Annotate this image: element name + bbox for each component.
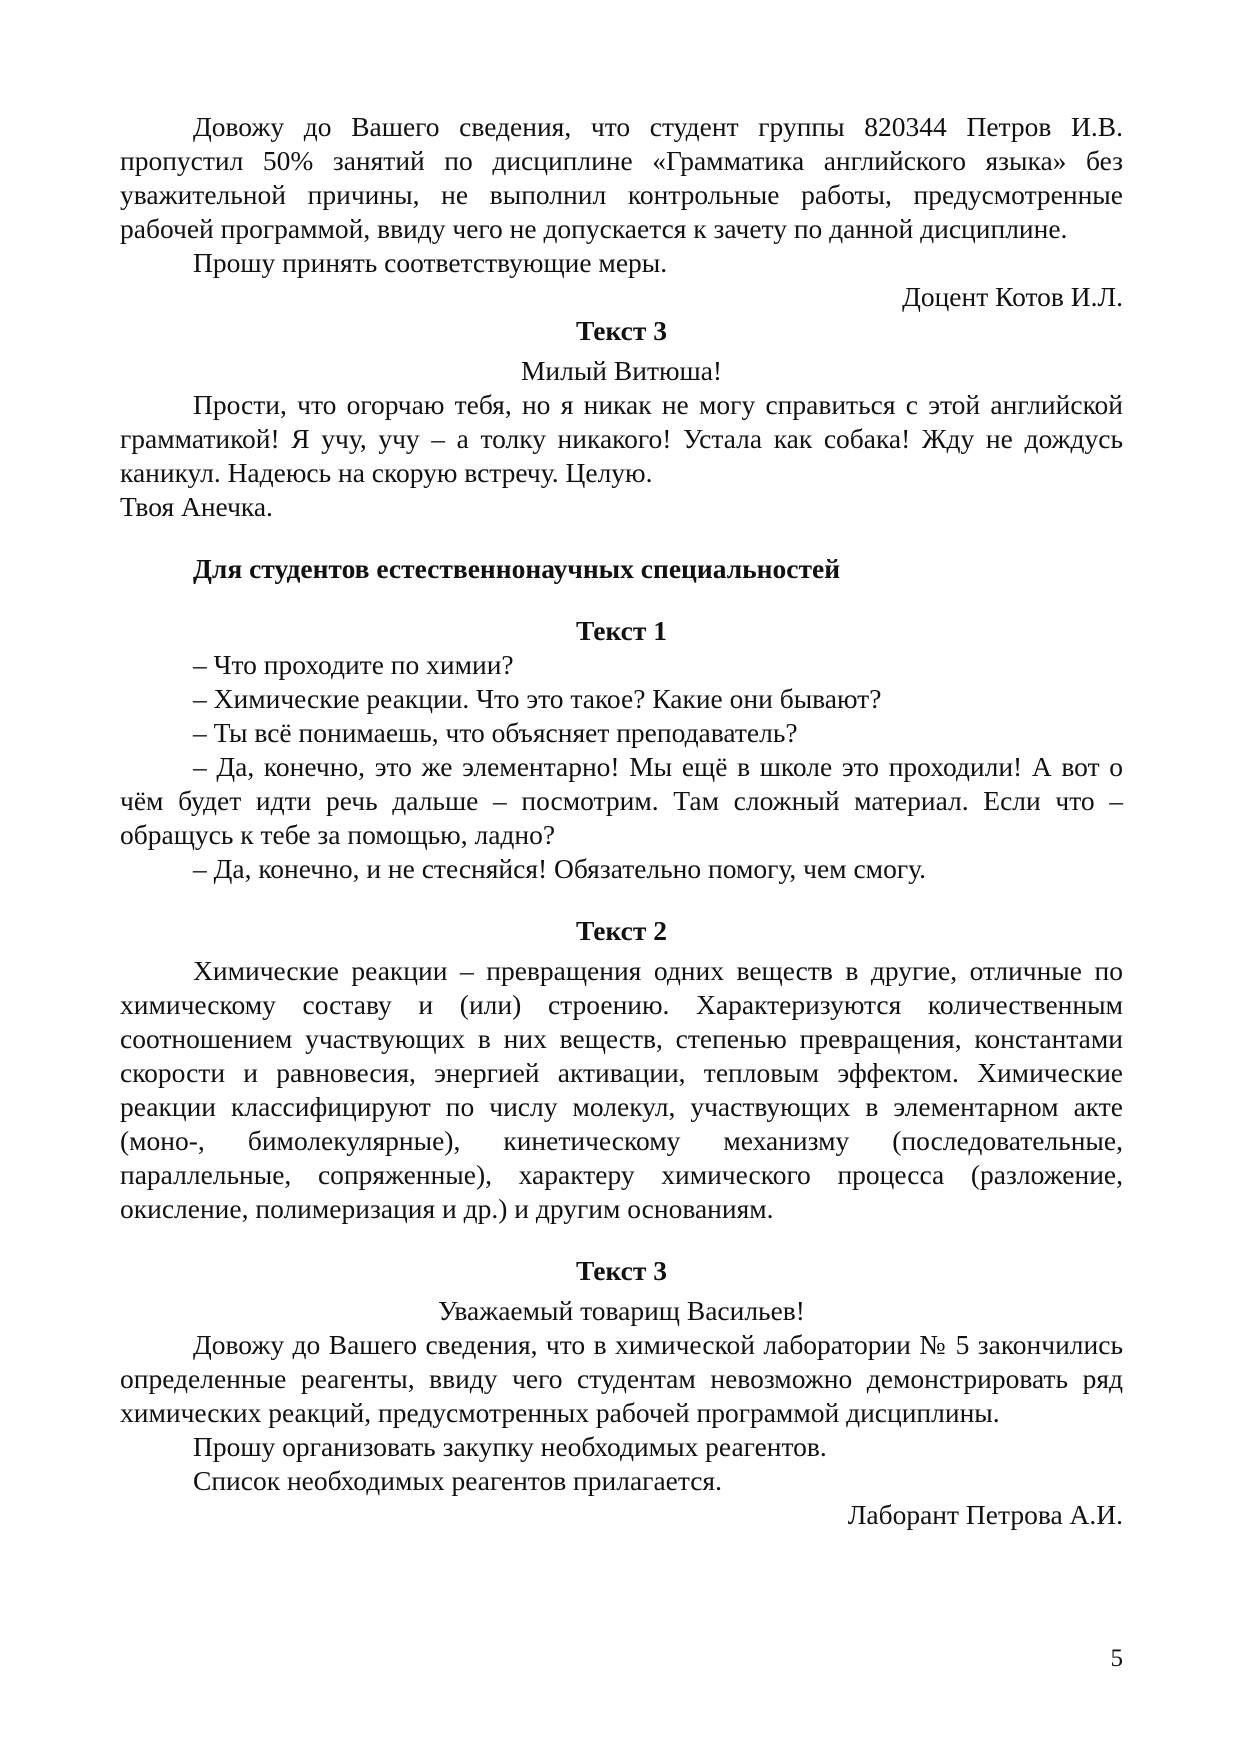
text1-line: – Да, конечно, это же элементарно! Мы ещё в школе это проходили! А вот о чём будет идти речь дальше – посмотрим. Там сложный материал. Если что – обращусь к тебе за помощью, ладно?: [120, 751, 1123, 850]
text3-science-paragraph3: Список необходимых реагентов прилагается.: [193, 1465, 722, 1496]
text3-humanities-body: Прости, что огорчаю тебя, но я никак не могу справиться с этой английской грамматикой! Я учу, учу – а толку никакого! Устала как собака! Жду не дождусь каникул. Надеюсь на скорую встречу. Целую.: [120, 389, 1123, 488]
text1-line: – Да, конечно, и не стесняйся! Обязательно помогу, чем смогу.: [193, 853, 926, 884]
text3-humanities-closing: Твоя Анечка.: [120, 491, 273, 522]
text1-line: – Химические реакции. Что это такое? Какие они бывают?: [193, 683, 882, 714]
text1-line: – Ты всё понимаешь, что объясняет преподаватель?: [193, 717, 798, 748]
text3-humanities-heading: Текст 3: [576, 315, 667, 346]
memo1-paragraph1: Довожу до Вашего сведения, что студент группы 820344 Петров И.В. пропустил 50% занятий по дисциплине «Грамматика английского языка» без уважительной причины, не выполнил контрольные работы, предусмотренные рабочей программой, ввиду чего не допускается к зачету по данной дисциплине.: [120, 111, 1123, 244]
text3-science-paragraph1: Довожу до Вашего сведения, что в химической лаборатории № 5 закончились определенные реагенты, ввиду чего студентам невозможно демонстрировать ряд химических реакций, предусмотренных рабочей программой дисциплины.: [120, 1329, 1123, 1428]
document-page: [120, 110, 1123, 1532]
text3-science-paragraph2: Прошу организовать закупку необходимых реагентов.: [193, 1431, 827, 1462]
text1-heading: Текст 1: [576, 615, 667, 646]
memo1-paragraph2: Прошу принять соответствующие меры.: [193, 247, 668, 278]
text2-body: Химические реакции – превращения одних веществ в другие, отличные по химическому составу и (или) строению. Характеризуются количественным соотношением участвующих в них веществ, степенью превращения, константами скорости и равновесия, энергией активации, тепловым эффектом. Химические реакции классифицируют по числу молекул, участвующих в элементарном акте (моно-, бимолекулярные), кинетическому механизму (последовательные, параллельные, сопряженные), характеру химического процесса (разложение, окисление, полимеризация и др.) и другим основаниям.: [120, 955, 1123, 1224]
text3-science-greeting: Уважаемый товарищ Васильев!: [438, 1295, 805, 1326]
text3-science-heading: Текст 3: [576, 1255, 667, 1286]
text1-line: – Что проходите по химии?: [193, 649, 514, 680]
text2-heading: Текст 2: [576, 915, 667, 946]
text3-science-signature: Лаборант Петрова А.И.: [847, 1499, 1123, 1530]
memo1-signature: Доцент Котов И.Л.: [902, 281, 1123, 312]
text3-humanities-greeting: Милый Витюша!: [520, 355, 723, 386]
section-title: Для студентов естественнонаучных специальностей: [193, 553, 841, 584]
page-number: 5: [1110, 1645, 1123, 1672]
